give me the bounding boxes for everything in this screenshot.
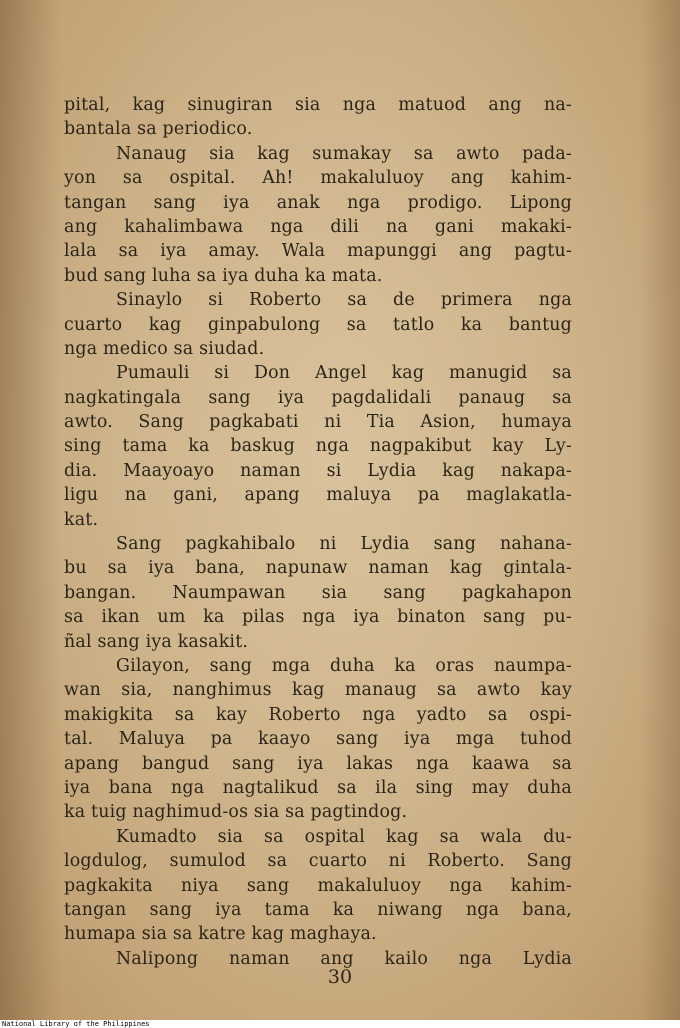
text-line: cuarto kag ginpabulong sa tatlo ka bantug	[64, 314, 572, 335]
text-line: Gilayon, sang mga duha ka oras naumpa-	[116, 655, 572, 676]
text-line: Sinaylo si Roberto sa de primera nga	[116, 290, 572, 311]
text-line: wan sia, nanghimus kag manaug sa awto kay	[64, 680, 572, 701]
text-line: humapa sia sa katre kag maghaya.	[64, 924, 377, 945]
text-line: iya bana nga nagtalikud sa ila sing may duha	[64, 777, 572, 798]
text-line: kat.	[64, 509, 99, 530]
text-line: Nalipong naman ang kailo nga Lydia	[116, 948, 572, 969]
page-number: 30	[327, 966, 353, 988]
text-line: sing tama ka baskug nga nagpakibut kay Ly-	[64, 436, 572, 457]
text-line: ñal sang iya kasakit.	[64, 631, 249, 652]
text-line: Pumauli si Don Angel kag manugid sa	[116, 363, 572, 384]
text-line: makigkita sa kay Roberto nga yadto sa ospi-	[64, 704, 572, 725]
text-line: bu sa iya bana, napunaw naman kag gintala-	[64, 558, 572, 579]
text-line: awto. Sang pagkabati ni Tia Asion, humaya	[64, 412, 572, 433]
text-line: Sang pagkahibalo ni Lydia sang nahana-	[116, 534, 572, 555]
text-line: tangan sang iya anak nga prodigo. Lipong	[64, 192, 572, 213]
text-line: ka tuig naghimud-os sia sa pagtindog.	[64, 802, 408, 823]
text-line: bangan. Naumpawan sia sang pagkahapon	[64, 582, 572, 603]
text-line: Nanaug sia kag sumakay sa awto pada-	[116, 143, 572, 164]
text-line: logdulog, sumulod sa cuarto ni Roberto. Sang	[64, 851, 572, 872]
text-line: pagkakita niya sang makaluluoy nga kahim-	[64, 875, 572, 896]
text-line: ang kahalimbawa nga dili na gani makaki-	[64, 216, 572, 237]
text-line: yon sa ospital. Ah! makaluluoy ang kahim-	[64, 168, 572, 189]
text-line: Kumadto sia sa ospital kag sa wala du-	[116, 826, 572, 847]
text-line: bantala sa periodico.	[64, 119, 253, 140]
text-line: apang bangud sang iya lakas nga kaawa sa	[64, 753, 572, 774]
text-line: ligu na gani, apang maluya pa maglakatla-	[64, 485, 572, 506]
text-line: nga medico sa siudad.	[64, 338, 265, 359]
text-line: nagkatingala sang iya pagdalidali panaug sa	[64, 387, 572, 408]
text-line: dia. Maayoayo naman si Lydia kag nakapa-	[64, 460, 572, 481]
library-credit: National Library of the Philippines	[2, 1020, 150, 1028]
text-line: sa ikan um ka pilas nga iya binaton sang pu-	[64, 607, 572, 628]
body-text	[64, 93, 572, 971]
text-line: lala sa iya amay. Wala mapunggi ang pagtu-	[64, 241, 572, 262]
text-line: tangan sang iya tama ka niwang nga bana,	[64, 899, 572, 920]
text-line: tal. Maluya pa kaayo sang iya mga tuhod	[64, 729, 572, 750]
text-line: bud sang luha sa iya duha ka mata.	[64, 265, 383, 286]
text-line: pital, kag sinugiran sia nga matuod ang na-	[64, 95, 572, 115]
